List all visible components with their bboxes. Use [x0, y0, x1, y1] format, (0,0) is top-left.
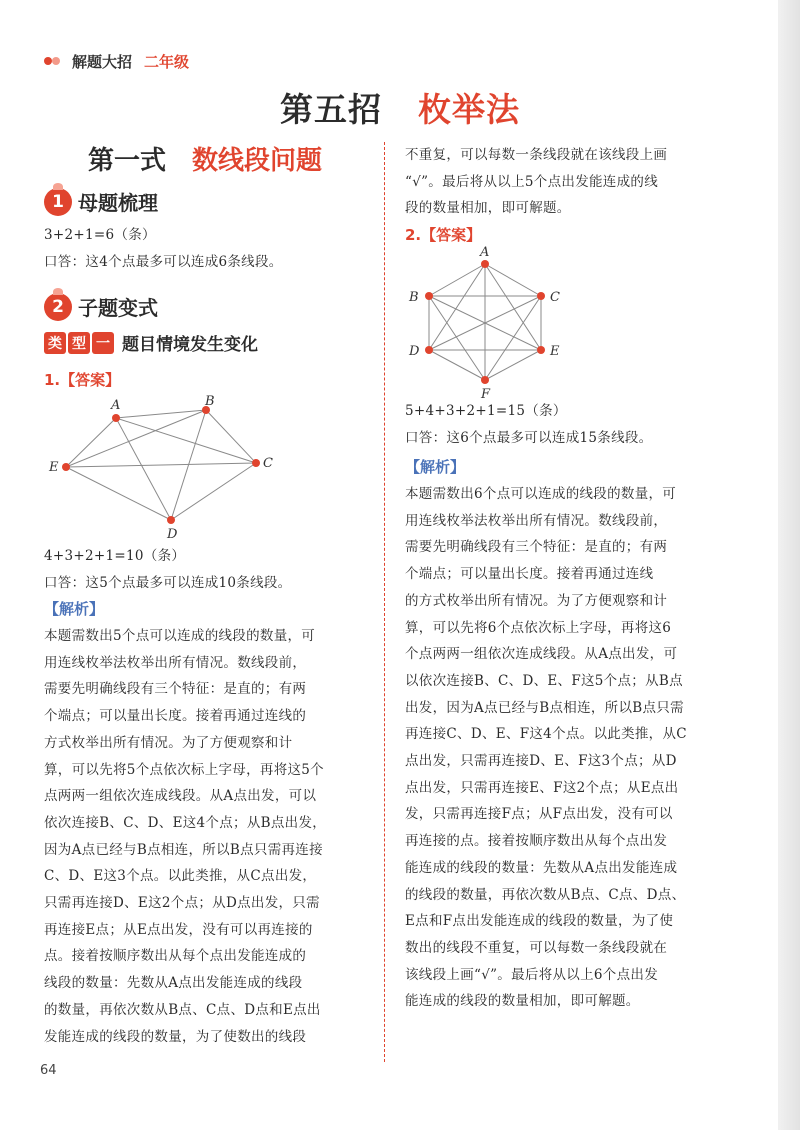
column-divider: [384, 142, 385, 1062]
point-a: [481, 260, 489, 268]
pentagon-diagram: [44, 392, 284, 542]
label-d: D: [167, 527, 178, 542]
text-line: 点。接着按顺序数出从每个点出发能连成的: [44, 948, 307, 965]
point-d: [167, 516, 175, 524]
section-number-badge: 1: [44, 188, 72, 216]
text-line: 个点两两一组依次连成线段。从A点出发，可: [405, 646, 678, 663]
label-d: D: [409, 344, 420, 359]
text-line: 用连线枚举法枚举出所有情况。数线段前，: [405, 512, 668, 529]
hexagon-segments: [429, 264, 541, 380]
pentagon-segments: [66, 410, 256, 520]
text-line: 需要先明确线段有三个特征：是直的；有两: [405, 539, 668, 556]
q1-analysis-left: [44, 623, 374, 1050]
text-line: 算，可以先将6个点依次标上字母，再将这6: [405, 619, 672, 636]
section-title: 母题梳理: [78, 191, 158, 215]
equation-line: 4+3+2+1=10（条）: [44, 548, 186, 564]
q2-answer-label: 2.【答案】: [405, 226, 482, 244]
text-line: 依次连接B、C、D、E这4个点；从B点出发，: [44, 814, 327, 831]
label-e: E: [49, 460, 59, 475]
text-line: 能连成的线段的数量：先数从A点出发能连成: [405, 859, 678, 876]
text-line: 该线段上画“√”。最后将从以上6个点出发: [405, 966, 658, 983]
type-title: 题目情境发生变化: [122, 335, 258, 355]
text-line: 能连成的线段的数量相加，即可解题。: [405, 993, 640, 1010]
point-d: [425, 346, 433, 354]
q2-answer-body: [405, 398, 760, 451]
text-line: 段的数量相加，即可解题。: [405, 200, 571, 217]
text-line: “√”。最后将从以上5个点出发能连成的线: [405, 173, 658, 190]
text-line: 再连接C、D、E、F这4个点。以此类推，从C: [405, 726, 687, 743]
equation-line: 3+2+1=6（条）: [44, 227, 156, 243]
text-line: 点出发，只需再连接D、E、F这3个点；从D: [405, 753, 677, 770]
point-c: [252, 459, 260, 467]
text-line: 发，只需再连接F点；从F点出发，没有可以: [405, 806, 673, 823]
text-line: 数出的线段不重复，可以每数一条线段就在: [405, 939, 668, 956]
text-line: 个端点；可以量出长度。接着再通过连线的: [44, 708, 307, 725]
book-title: 解题大招: [72, 52, 133, 71]
text-line: 因为A点已经与B点相连，所以B点只需再连接: [44, 841, 323, 858]
point-c: [537, 292, 545, 300]
answer-line: 口答：这5个点最多可以连成10条线段。: [44, 574, 292, 591]
lesson-title: [88, 140, 322, 177]
label-b: B: [205, 394, 215, 409]
label-f: F: [481, 387, 491, 402]
text-line: 用连线枚举法枚举出所有情况。数线段前，: [44, 654, 307, 671]
book-header: [44, 50, 189, 72]
section1-body: [44, 222, 374, 275]
q1-answer-body: [44, 543, 374, 596]
type-heading: [44, 330, 258, 355]
grade-label: 二年级: [144, 52, 190, 71]
text-line: 点出发，只需再连接E、F这2个点；从E点出: [405, 779, 679, 796]
text-line: E点和F点出发能连成的线段的数量，为了使: [405, 913, 674, 930]
text-line: 发能连成的线段的数量，为了使数出的线段: [44, 1028, 307, 1045]
label-a: A: [480, 245, 490, 260]
text-line: 的数量，再依次数从B点、C点、D点和E点出: [44, 1001, 321, 1018]
section-heading-2: [44, 292, 158, 321]
chapter-name: 枚举法: [418, 90, 520, 129]
point-a: [112, 414, 120, 422]
text-line: 不重复，可以每数一条线段就在该线段上画: [405, 147, 668, 163]
chapter-label: 第五招: [280, 90, 382, 129]
text-line: 再连接E点；从E点出发，没有可以再连接的: [44, 921, 313, 938]
point-f: [481, 376, 489, 384]
text-line: 需要先明确线段有三个特征：是直的；有两: [44, 681, 307, 698]
label-e: E: [550, 344, 560, 359]
type-char: 类: [44, 332, 66, 354]
text-line: 只需再连接D、E这2个点；从D点出发，只需: [44, 895, 320, 912]
text-line: C、D、E这3个点。以此类推，从C点出发，: [44, 868, 317, 885]
q1-analysis-label: 【解析】: [44, 600, 105, 618]
chapter-title: [0, 84, 800, 131]
logo-icon: [44, 55, 64, 67]
text-line: 以依次连接B、C、D、E、F这5个点；从B点: [405, 672, 683, 689]
page-edge: [778, 0, 800, 1130]
q1-analysis-right: [405, 142, 760, 222]
equation-line: 5+4+3+2+1=15（条）: [405, 403, 567, 419]
label-c: C: [550, 290, 560, 305]
text-line: 点两两一组依次连成线段。从A点出发，可以: [44, 788, 317, 805]
lesson-name: 数线段问题: [192, 146, 323, 176]
section-heading-1: [44, 187, 158, 216]
type-badge: [44, 332, 114, 354]
hexagon-diagram: [405, 244, 575, 402]
text-line: 本题需数出6个点可以连成的线段的数量，可: [405, 486, 677, 502]
answer-line: 口答：这6个点最多可以连成15条线段。: [405, 429, 653, 446]
text-line: 的线段的数量，再依次数从B点、C点、D点、: [405, 886, 686, 903]
point-e: [537, 346, 545, 354]
text-line: 个端点；可以量出长度。接着再通过连线: [405, 566, 654, 583]
label-a: A: [111, 398, 121, 413]
text-line: 的方式枚举出所有情况。为了方便观察和计: [405, 592, 668, 609]
page-number: 64: [40, 1063, 57, 1078]
text-line: 本题需数出5个点可以连成的线段的数量，可: [44, 628, 316, 644]
type-char: 型: [68, 332, 90, 354]
label-c: C: [263, 456, 273, 471]
label-b: B: [409, 290, 419, 305]
answer-line: 口答：这4个点最多可以连成6条线段。: [44, 253, 283, 270]
text-line: 出发，因为A点已经与B点相连，所以B点只需: [405, 699, 684, 716]
point-b: [425, 292, 433, 300]
type-char: 一: [92, 332, 114, 354]
q1-answer-label: 1.【答案】: [44, 371, 121, 389]
section-title: 子题变式: [78, 296, 158, 320]
text-line: 方式枚举出所有情况。为了方便观察和计: [44, 734, 293, 751]
text-line: 再连接的点。接着按顺序数出从每个点出发: [405, 833, 668, 850]
q2-analysis: [405, 481, 760, 1015]
lesson-label: 第一式: [88, 146, 167, 176]
point-e: [62, 463, 70, 471]
text-line: 线段的数量：先数从A点出发能连成的线段: [44, 975, 303, 992]
q2-analysis-label: 【解析】: [405, 458, 466, 476]
text-line: 算，可以先将5个点依次标上字母，再将这5个: [44, 761, 324, 778]
section-number-badge: 2: [44, 293, 72, 321]
